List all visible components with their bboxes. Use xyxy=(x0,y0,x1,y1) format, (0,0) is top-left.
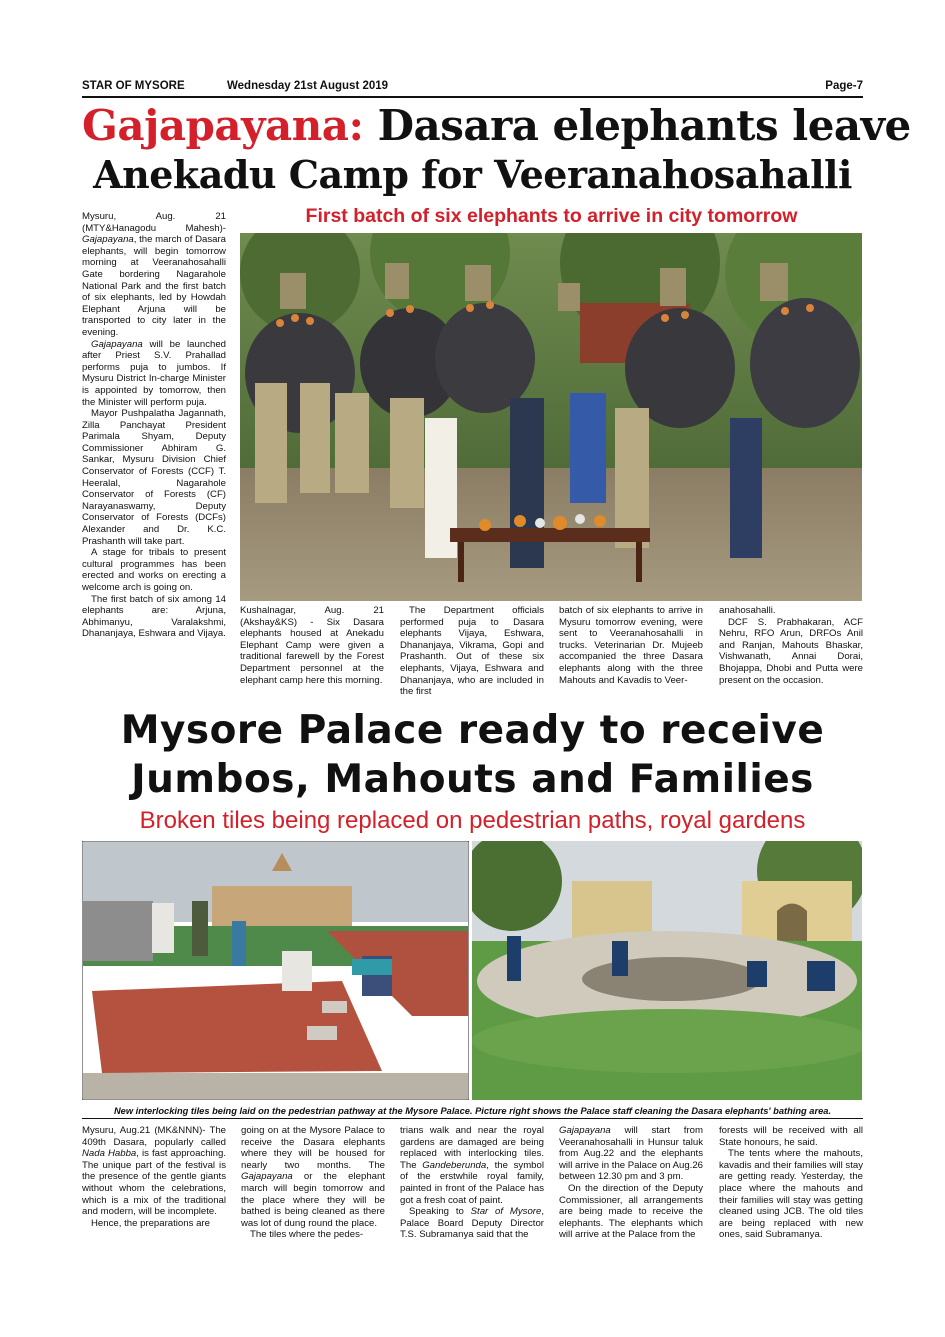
story1-headline xyxy=(82,101,911,150)
story2-subhead: Broken tiles being replaced on pedestrian paths, royal gardens xyxy=(139,807,806,834)
tiles-laying-photo xyxy=(82,841,469,1100)
page-number: Page-7 xyxy=(825,80,863,92)
story2-col2-para2: The tiles where the pedes- xyxy=(250,1229,364,1241)
story2-col2-para1: going on at the Mysore Palace to receive the Dasara elephants where they will be housed for nearly two months. The Gajapayana or the elephant march will begin tomorrow and the place where they will be bathed is being cleaned as there was lot of dung round the place. xyxy=(241,1125,385,1229)
bathing-area-cleaning-photo xyxy=(472,841,862,1100)
story1-col1-para2: Gajapayana will be launched after Priest S.V. Prahallad performs puja to jumbos. If Mysuru District In-charge Minister is appointed by tomorrow, then the Minister will perform puja. xyxy=(82,338,226,408)
story1-headline-line2: Anekadu Camp for Veeranahosahalli xyxy=(93,152,852,197)
elephants-farewell-photo xyxy=(240,233,862,601)
story1-column-2 xyxy=(240,605,384,686)
masthead xyxy=(82,78,863,96)
story1-headline-rest: Dasara elephants leave xyxy=(363,101,911,150)
story2-col4-para1: Gajapayana will start from Veeranahosahalli in Hunsur taluk from Aug.22 and the elephants will arrive in the Palace on Aug.26 between 12.30 pm and 3 pm. xyxy=(559,1125,703,1183)
story2-col5-para1: forests will be received with all State honours, he said. xyxy=(719,1125,863,1148)
story2-column-5 xyxy=(719,1125,863,1241)
story1-col1-para1: Mysuru, Aug. 21 (MTY&Hanagodu Mahesh)- Gajapayana, the march of Dasara elephants, will begin tomorrow morning at Veeranahosahalli Gate bordering Nagarahole National Park and the first batch of six elephants, led by Howdah Elephant Arjuna will be transported to city later in the evening. xyxy=(82,211,226,338)
story2-col3-para1: trians walk and near the royal gardens are damaged are being replaced with interlocking tiles. The Gandeberunda, the symbol of the erstwhile royal family, painted in front of the Palace has got a fresh coat of paint. xyxy=(400,1125,544,1206)
story1-col1-para4: A stage for tribals to present cultural programmes has been erected and works on erecting a welcome arch is going on. xyxy=(82,547,226,593)
story2-column-3 xyxy=(400,1125,544,1241)
photo-caption: New interlocking tiles being laid on the pedestrian pathway at the Mysore Palace. Picture right shows the Palace staff cleaning the Dasara elephants' bathing area. xyxy=(113,1106,832,1116)
story1-col1-para5: The first batch of six among 14 elephants are: Arjuna, Abhimanyu, Varalakshmi, Dhananjaya, Eshwara and Vijaya. xyxy=(82,593,226,640)
story1-col2-para: Kushalnagar, Aug. 21 (Akshay&KS) - Six Dasara elephants housed at Anekadu Elephant Camp were given a traditional farewell by the Forest Department personnel at the elephant camp here this morning. xyxy=(240,605,384,686)
story1-col1-para3: Mayor Pushpalatha Jagannath, Zilla Panchayat President Parimala Shyam, Deputy Commissioner Abhiram G. Sankar, Mysuru Division Chief Conservator of Forests (CCF) T. Heeralal, Nagarahole Conservator of Forests (CF) Narayanaswamy, Deputy Conservator of Forests (DCFs) Alexander and Dr. K.C. Prashanth will take part. xyxy=(82,408,226,547)
newspaper-name: STAR OF MYSORE xyxy=(82,80,185,92)
story2-headline: Mysore Palace ready to receive xyxy=(120,708,825,753)
story1-headline-red: Gajapayana: xyxy=(82,101,364,150)
story1-col5-para1: anahosahalli. xyxy=(719,605,776,616)
story1-column-5 xyxy=(719,605,863,686)
story1-col5-para2: DCF S. Prabhakaran, ACF Nehru, RFO Arun, DRFOs Anil and Ranjan, Mahouts Bhaskar, Vishwanath, Annai Dorai, Bhojappa, Dhobi and Putta were present on the occasion. xyxy=(719,616,863,686)
story1-column-1 xyxy=(82,211,226,640)
story1-col4-para: batch of six elephants to arrive in Mysuru tomorrow evening, were sent to Veeranahosahalli in trucks. Veterinarian Dr. Mujeeb accompanied the three Dasara elephants along with the three Mahouts and Kavadis to Veer- xyxy=(559,605,703,686)
story2-col1-para1: Mysuru, Aug.21 (MK&NNN)- The 409th Dasara, popularly called Nada Habba, is fast approaching. The unique part of the festival is the presence of the gentle giants without whom the celebrations, which is a mix of the traditional and modern, will be incomplete. xyxy=(82,1125,227,1218)
story2-column-1 xyxy=(82,1125,226,1229)
story1-col3-para: The Department officials performed puja to Dasara elephants Vijaya, Eshwara, Dhananjaya, Vikrama, Gopi and Prashanth. Out of these six elephants, Vijaya, Eshwara and Dhananjaya, who are included in the first xyxy=(400,605,544,698)
story1-column-4 xyxy=(559,605,703,686)
story2-col5-para2: The tents where the mahouts, kavadis and their families will stay are getting ready. Yesterday, the place where the mahouts and their families will stay was getting cleaned using JCB. The old tiles are being replaced with new ones, said Subramanya. xyxy=(719,1148,863,1241)
caption-rule xyxy=(82,1118,863,1119)
story1-column-3 xyxy=(400,605,544,698)
story2-column-2 xyxy=(241,1125,385,1241)
story2-headline-line2: Jumbos, Mahouts and Families xyxy=(131,757,814,802)
masthead-rule xyxy=(82,96,863,98)
story1-subhead: First batch of six elephants to arrive in city tomorrow xyxy=(305,205,798,227)
issue-date: Wednesday 21st August 2019 xyxy=(227,80,389,92)
story2-col3-para2: Speaking to Star of Mysore, Palace Board Deputy Director T.S. Subramanya said that the xyxy=(400,1206,544,1241)
story2-col1-para2: Hence, the preparations are xyxy=(91,1217,210,1229)
story2-col4-para2: On the direction of the Deputy Commissioner, all arrangements are being made to receive the elephants. The elephants which will arrive at the Palace from the xyxy=(559,1182,703,1241)
story2-column-4 xyxy=(559,1125,703,1241)
